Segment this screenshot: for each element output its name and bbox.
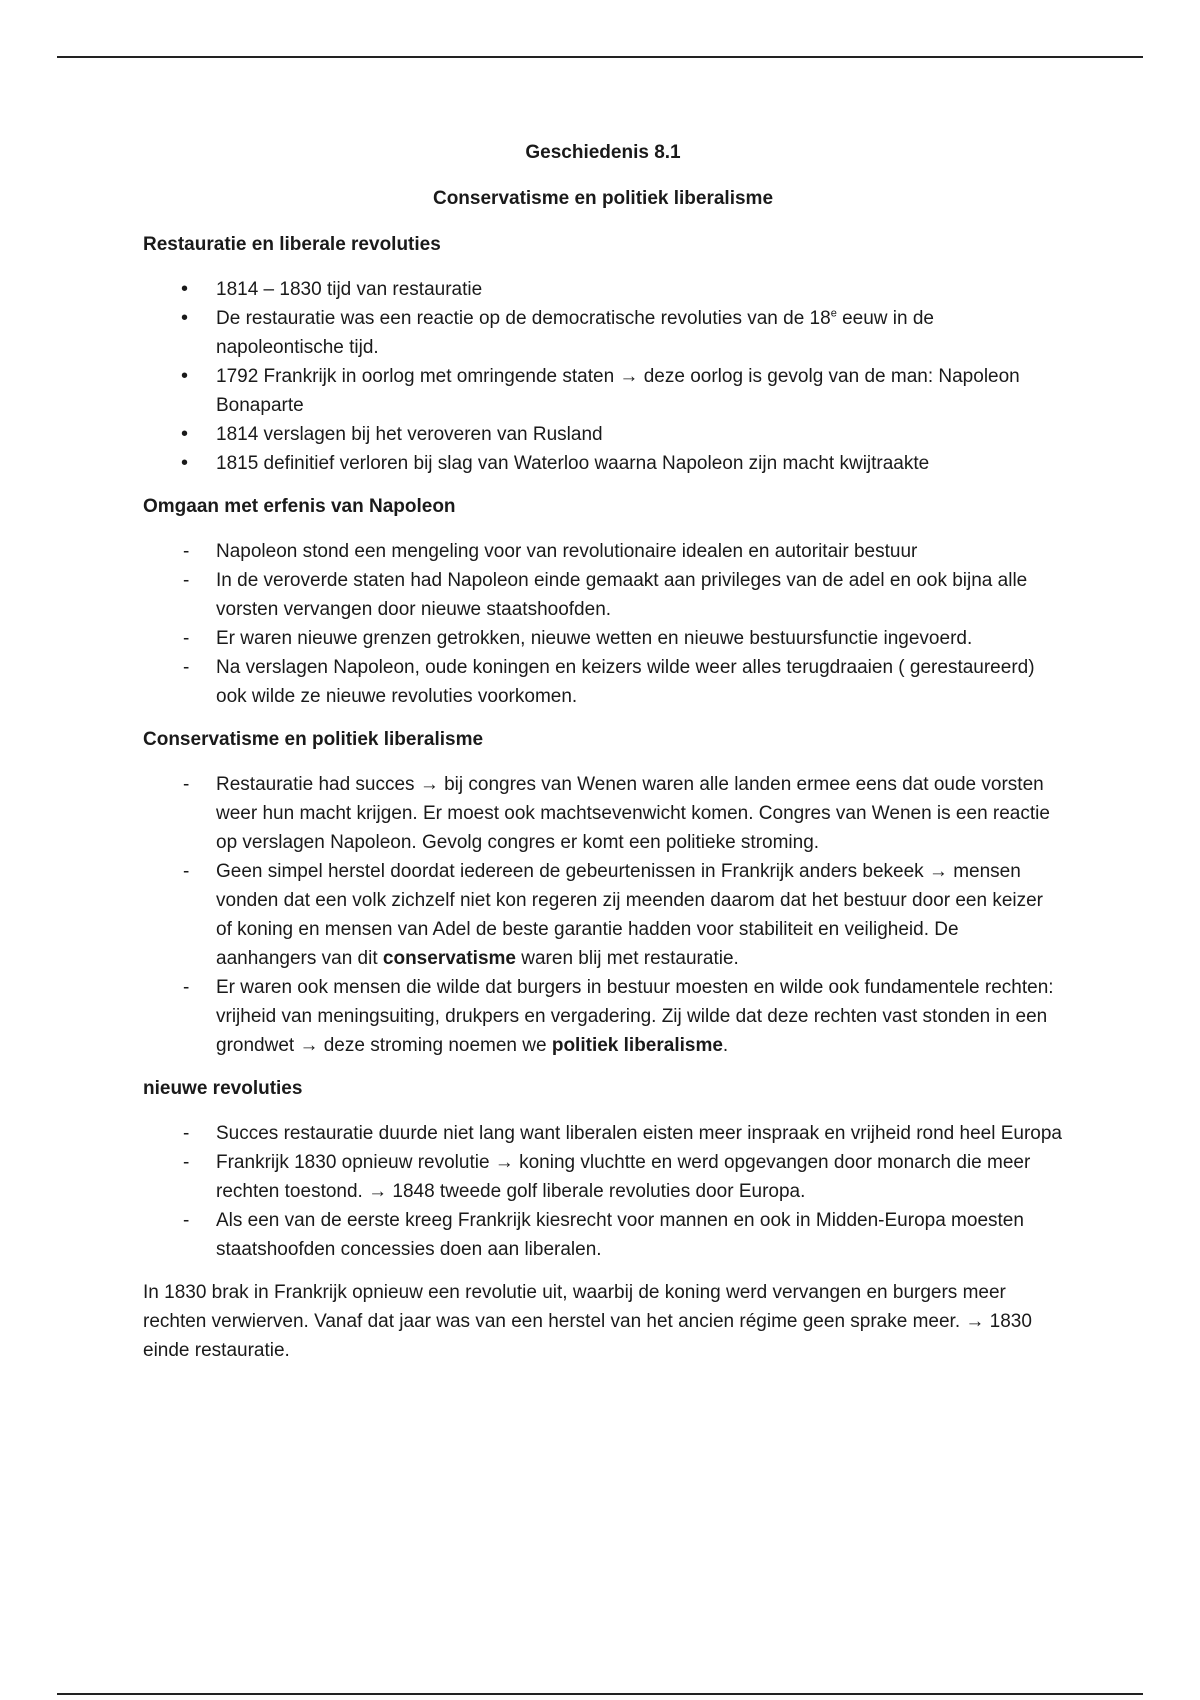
dash-marker: - (183, 1123, 190, 1144)
bottom-rule (57, 1693, 1143, 1695)
document-title: Geschiedenis 8.1 (525, 142, 681, 163)
dash-marker: - (183, 1210, 190, 1231)
top-rule (57, 56, 1143, 58)
section-heading-conservatisme: Conservatisme en politiek liberalisme (143, 729, 484, 750)
dash-marker: - (183, 977, 190, 998)
list-item: • De restauratie was een reactie op de democratische revoluties van de 18e eeuw in de napoleontische tijd. (143, 304, 1063, 362)
dash-marker: - (183, 774, 190, 795)
list-item: - Frankrijk 1830 opnieuw revolutie → koning vluchtte en werd opgevangen door monarch die meer rechten toestond. → 1848 tweede golf liberale revoluties door Europa. (143, 1148, 1063, 1206)
list-item: - Er waren nieuwe grenzen getrokken, nieuwe wetten en nieuwe bestuursfunctie ingevoerd. (143, 624, 1063, 653)
list-item: - Napoleon stond een mengeling voor van revolutionaire idealen en autoritair bestuur (143, 537, 1063, 566)
dash-marker: - (183, 628, 190, 649)
dash-list-nieuwe-revoluties (143, 1119, 1063, 1264)
bullet-marker: • (181, 423, 189, 445)
bullet-marker: • (181, 365, 189, 387)
bullet-list-restauratie (143, 275, 1063, 478)
list-item: - Er waren ook mensen die wilde dat burgers in bestuur moesten en wilde ook fundamentele rechten: vrijheid van meningsuiting, drukpers en vergadering. Zij wilde dat deze rechten vast stonden in een grondwet → deze stroming noemen we politiek liberalisme. (143, 973, 1063, 1060)
superscript: e (830, 307, 837, 320)
bold-term-liberalisme: politiek liberalisme (551, 1035, 723, 1056)
bold-term-conservatisme: conservatisme (382, 948, 516, 969)
section-heading-erfenis: Omgaan met erfenis van Napoleon (143, 496, 456, 517)
list-item: • 1815 definitief verloren bij slag van Waterloo waarna Napoleon zijn macht kwijtraakte (143, 449, 1063, 478)
dash-marker: - (183, 657, 190, 678)
bullet-marker: • (181, 307, 189, 329)
dash-marker: - (183, 570, 190, 591)
bullet-marker: • (181, 278, 189, 300)
dash-list-erfenis (143, 537, 1063, 711)
dash-marker: - (183, 541, 190, 562)
document-body (143, 138, 1063, 1365)
dash-list-conservatisme (143, 770, 1063, 1060)
list-item: - Geen simpel herstel doordat iedereen de gebeurtenissen in Frankrijk anders bekeek → mensen vonden dat een volk zichzelf niet kon regeren zij meenden daarom dat het bestuur door een keizer of koning en mensen van Adel de beste garantie hadden voor stabiliteit en veiligheid. De aanhangers van dit conservatisme waren blij met restauratie. (143, 857, 1063, 973)
document-subtitle: Conservatisme en politiek liberalisme (432, 188, 774, 209)
list-item: - Restauratie had succes → bij congres van Wenen waren alle landen ermee eens dat oude vorsten weer hun macht krijgen. Er moest ook machtsevenwicht komen. Congres van Wenen is een reactie op verslagen Napoleon. Gevolg congres er komt een politieke stroming. (143, 770, 1063, 857)
list-item: - Als een van de eerste kreeg Frankrijk kiesrecht voor mannen en ook in Midden-Europa moesten staatshoofden concessies doen aan liberalen. (143, 1206, 1063, 1264)
list-item: • 1814 verslagen bij het veroveren van Rusland (143, 420, 1063, 449)
list-item: - In de veroverde staten had Napoleon einde gemaakt aan privileges van de adel en ook bijna alle vorsten vervangen door nieuwe staatshoofden. (143, 566, 1063, 624)
bullet-marker: • (181, 452, 189, 474)
list-item: • 1792 Frankrijk in oorlog met omringende staten → deze oorlog is gevolg van de man: Napoleon Bonaparte (143, 362, 1063, 420)
section-heading-restauratie: Restauratie en liberale revoluties (143, 234, 441, 255)
section-heading-nieuwe-revoluties: nieuwe revoluties (143, 1078, 303, 1099)
list-item: - Na verslagen Napoleon, oude koningen en keizers wilde weer alles terugdraaien ( gerestaureerd) ook wilde ze nieuwe revoluties voorkomen. (143, 653, 1063, 711)
list-item: • 1814 – 1830 tijd van restauratie (143, 275, 1063, 304)
list-item: - Succes restauratie duurde niet lang want liberalen eisten meer inspraak en vrijheid rond heel Europa (143, 1119, 1063, 1148)
dash-marker: - (183, 861, 190, 882)
closing-paragraph: In 1830 brak in Frankrijk opnieuw een revolutie uit, waarbij de koning werd vervangen en burgers meer rechten verwierven. Vanaf dat jaar was van een herstel van het ancien régime geen sprake meer. → 1830 einde restauratie. (143, 1282, 1032, 1361)
dash-marker: - (183, 1152, 190, 1173)
